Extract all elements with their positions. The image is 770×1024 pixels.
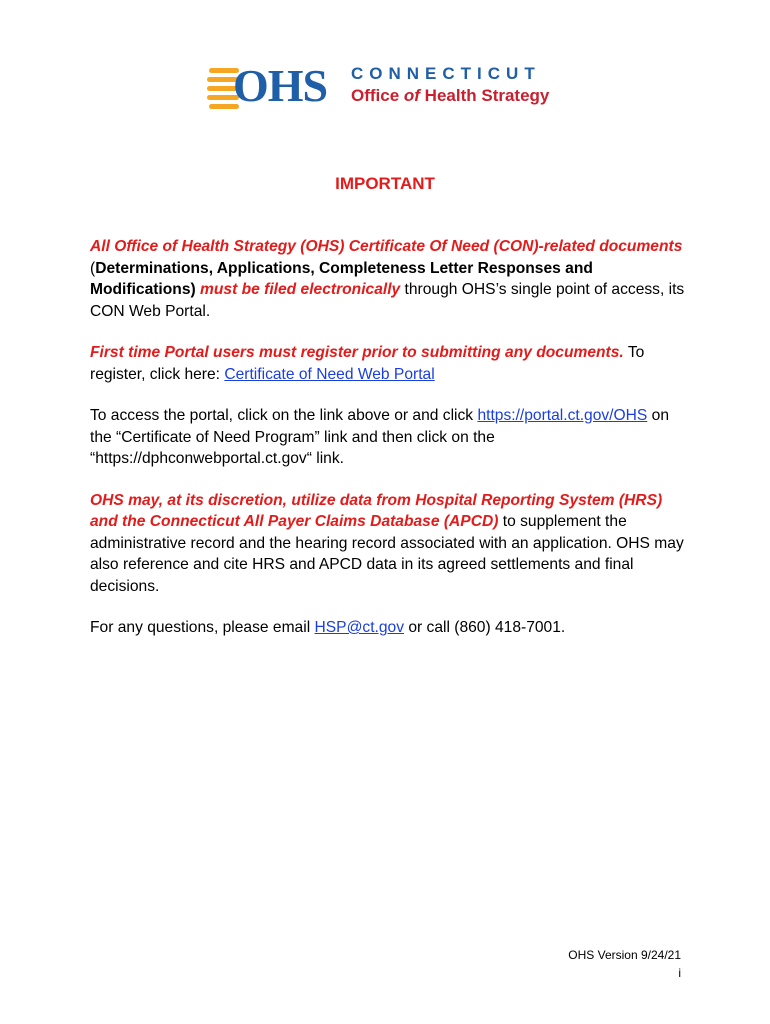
page-number: i <box>678 966 681 980</box>
logo-state: CONNECTICUT <box>351 64 541 83</box>
registration-paragraph: First time Portal users must register prior to submitting any documents. To register, click here: Certificate of Need Web Portal <box>90 344 645 383</box>
data-usage-paragraph: OHS may, at its discretion, utilize data from Hospital Reporting System (HRS) and the Connecticut All Payer Claims Database (APCD) to supplement the administrative record and the hearing record associated with an application. OHS may also reference and cite HRS and APCD data in its agreed settlements and final decisions. <box>90 491 684 595</box>
document-body <box>90 236 690 659</box>
con-web-portal-link[interactable]: Certificate of Need Web Portal <box>224 365 435 383</box>
contact-paragraph: For any questions, please email HSP@ct.gov or call (860) 418-7001. <box>90 619 566 636</box>
page-footer <box>568 946 681 982</box>
ohs-logo <box>207 60 567 116</box>
portal-access-paragraph: To access the portal, click on the link above or and click https://portal.ct.gov/OHS on the “Certificate of Need Program” link and then click on the “https://dphconwebportal.ct.gov“ link. <box>90 407 669 467</box>
portal-ct-gov-ohs-link[interactable]: https://portal.ct.gov/OHS <box>477 407 648 424</box>
electronic-filing-paragraph: All Office of Health Strategy (OHS) Certificate Of Need (CON)-related documents (Determinations, Applications, Completeness Letter Responses and Modifications) must be filed electronically through OHS’s single point of access, its CON Web Portal. <box>90 238 685 320</box>
logo-subtitle: Office of Health Strategy <box>351 86 550 105</box>
version-label: OHS Version 9/24/21 <box>568 948 681 962</box>
hsp-email-link[interactable]: HSP@ct.gov <box>314 619 404 636</box>
page-title: IMPORTANT <box>335 174 435 193</box>
logo-mark: OHS <box>233 60 328 111</box>
